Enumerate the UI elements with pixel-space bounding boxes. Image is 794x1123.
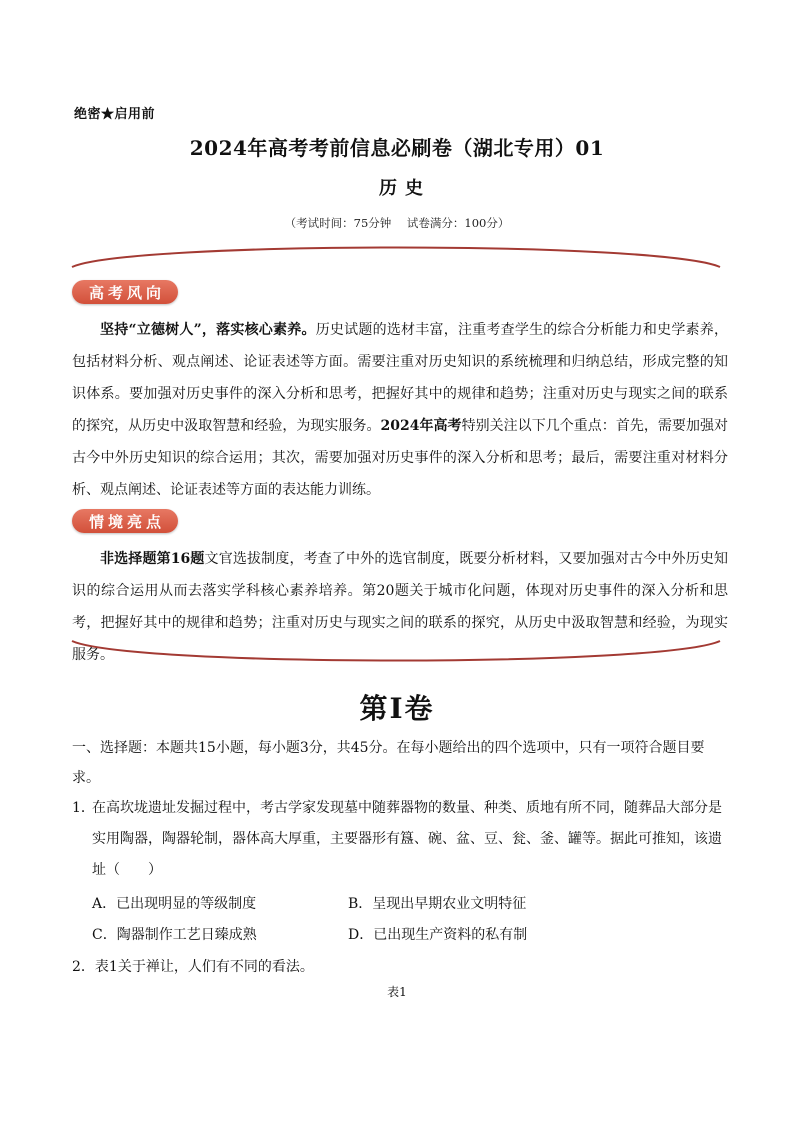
trend-lead: 坚持“立德树人”，落实核心素养。 (100, 322, 316, 338)
trend-badge: 高考风向 (72, 280, 178, 304)
highlight-lead: 非选择题第16题 (100, 551, 205, 567)
trend-year: 2024年高考 (380, 418, 462, 434)
question-1-option-b: B．呈现出早期农业文明特征 (348, 896, 527, 912)
question-1-number: 1． (72, 800, 95, 816)
question-1-option-c: C．陶器制作工艺日臻成熟 (92, 927, 257, 943)
highlight-badge: 情境亮点 (72, 509, 178, 533)
question-1-stem: 在高坎垅遗址发掘过程中，考古学家发现墓中随葬器物的数量、种类、质地有所不同，随葬品大部分是实用陶器，陶器轮制，器体高大厚重，主要器形有簋、碗、盆、豆、瓮、釜、罐等。据此可推知，该遗址（ ） (92, 800, 722, 878)
question-1-option-d: D．已出现生产资料的私有制 (348, 927, 528, 943)
frame-top-arc (72, 248, 720, 268)
volume-title: 第Ⅰ卷 (359, 692, 435, 725)
section-instructions: 一、选择题：本题共15小题，每小题3分，共45分。在每小题给出的四个选项中，只有一项符合题目要求。 (72, 740, 705, 786)
subject-title: 历史 (379, 178, 431, 199)
trend-paragraph (72, 314, 728, 506)
exam-time: （考试时间：75分钟 (284, 216, 392, 230)
trend-body-2: 特别关注以下几个重点：首先，需要加强对古今中外历史知识的综合运用；其次，需要加强对历史事件的深入分析和思考；最后，需要注重对材料分析、观点阐述、论证表述等方面的表达能力训练。 (72, 418, 728, 498)
question-1-option-a: A．已出现明显的等级制度 (92, 896, 257, 912)
exam-title: 2024年高考考前信息必刷卷（湖北专用）01 (189, 136, 605, 160)
question-2: 2．表1关于禅让，人们有不同的看法。 (72, 959, 314, 975)
exam-info (0, 215, 794, 231)
exam-score: 试卷满分：100分） (406, 216, 510, 230)
highlight-body: 文官选拔制度，考查了中外的选官制度，既要分析材料，又要加强对古今中外历史知识的综合运用从而去落实学科核心素养培养。第20题关于城市化问题，体现对历史事件的深入分析和思考，把握好其中的规律和趋势；注重对历史与现实之间的联系的探究，从历史中汲取智慧和经验，为现实服务。 (72, 551, 728, 663)
confidential-mark: 绝密★启用前 (74, 107, 156, 122)
question-1 (72, 793, 728, 886)
highlight-paragraph (72, 543, 728, 671)
trend-body: 历史试题的选材丰富，注重考查学生的综合分析能力和史学素养，包括材料分析、观点阐述、论证表述等方面。需要注重对历史知识的系统梳理和归纳总结，形成完整的知识体系。要加强对历史事件的深入分析和思考，把握好其中的规律和趋势；注重对历史与现实之间的联系的探究，从历史中汲取智慧和经验，为现实服务。 (72, 322, 728, 434)
table-caption: 表1 (387, 985, 407, 999)
